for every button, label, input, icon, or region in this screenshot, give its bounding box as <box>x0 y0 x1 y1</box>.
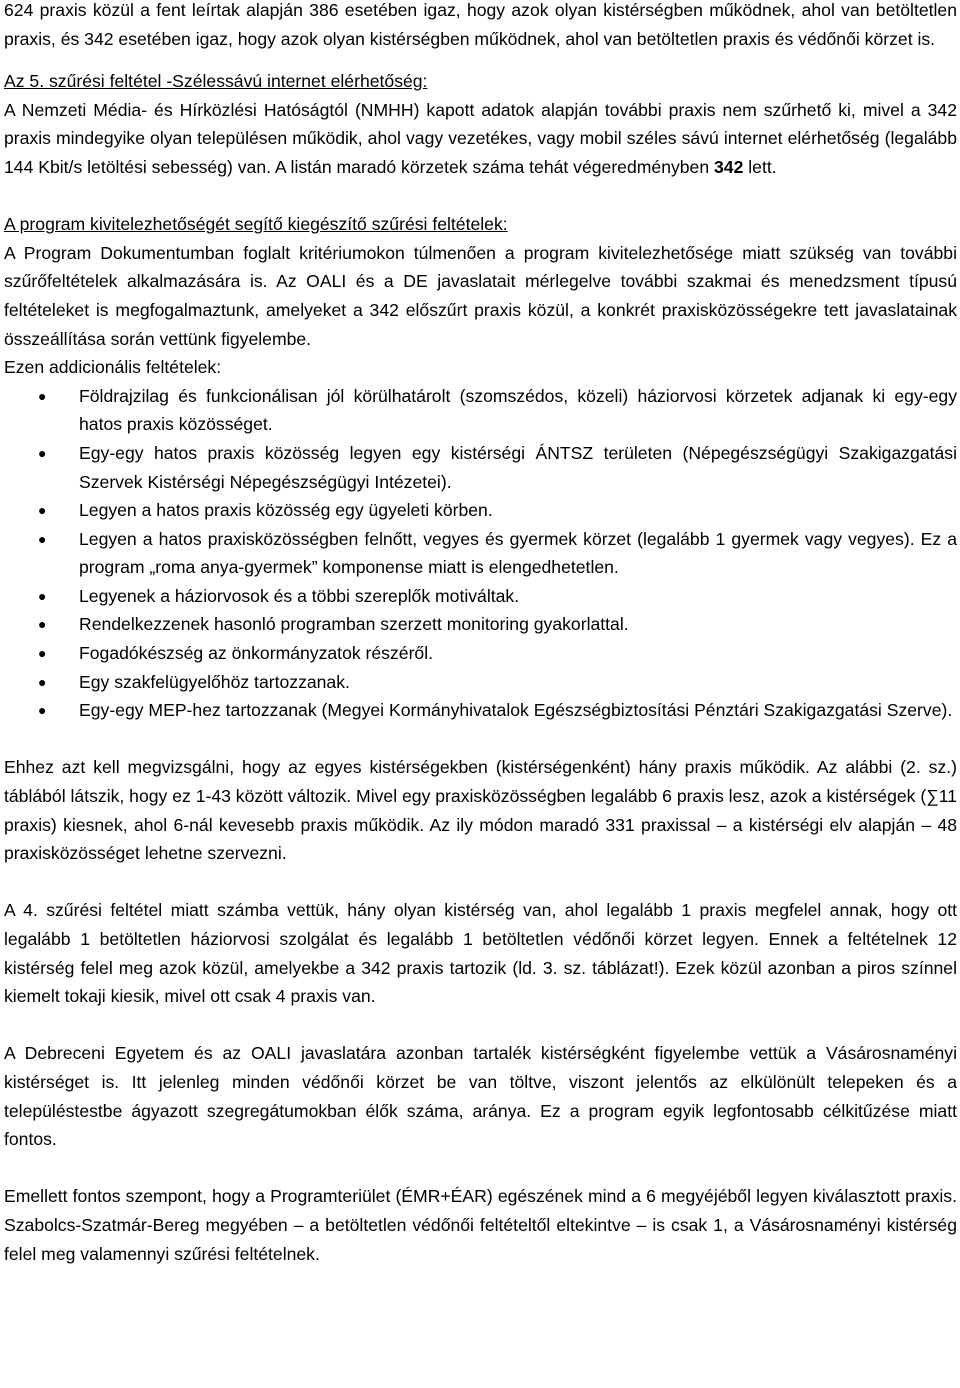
section-5-heading-text: Az 5. szűrési feltétel -Szélessávú internet elérhetőség: <box>4 71 428 92</box>
paragraph-filter-4: A 4. szűrési feltétel miatt számba vettük, hány olyan kistérség van, ahol legalább 1 praxis megfelel annak, hogy ott legalább 1 betöltetlen háziorvosi szolgálat és legalább 1 betöltetlen védőnői körzet legyen. Ennek a feltételnek 12 kistérség felel meg azok közül, amelyekbe a 342 praxis tartozik (ld. 3. sz. táblázat!). Ezek közül azonban a piros színnel kiemelt tokaji kiesik, mivel ott csak 4 praxis van. <box>4 900 957 1007</box>
list-item <box>4 696 957 725</box>
additional-criteria-list <box>4 382 957 725</box>
program-criteria-heading-text: A program kivitelezhetőségét segítő kiegészítő szűrési feltételek: <box>4 214 508 235</box>
bullet-icon: ● <box>38 444 47 461</box>
list-item <box>4 668 957 697</box>
document-page <box>4 0 957 1268</box>
paragraph-reserve-microregion: A Debreceni Egyetem és az OALI javaslatára azonban tartalék kistérségként figyelembe vettük a Vásárosnaményi kistérséget is. Itt jelenleg minden védőnői körzet be van töltve, viszont jelentős az elkülönült telepeken és a településtestbe ágyazott szegregátumokban élők száma, aránya. Ez a program egyik legfontosabb célkitűzése miatt fontos. <box>4 1043 957 1150</box>
section-5-heading <box>4 67 957 96</box>
additional-criteria-intro: Ezen addicionális feltételek: <box>4 357 222 378</box>
bullet-icon: ● <box>38 673 47 690</box>
bullet-icon: ● <box>38 702 47 719</box>
list-item-text: Fogadókészség az önkormányzatok részéről. <box>79 643 434 664</box>
list-item <box>4 582 957 611</box>
bullet-icon: ● <box>38 530 47 547</box>
list-item-text: Rendelkezzenek hasonló programban szerzett monitoring gyakorlattal. <box>79 614 629 635</box>
bullet-icon: ● <box>38 502 47 519</box>
list-item-text: Egy szakfelügyelőhöz tartozzanak. <box>79 671 350 692</box>
paragraph-intro: 624 praxis közül a fent leírtak alapján 386 esetében igaz, hogy azok olyan kistérségben működnek, ahol van betöltetlen praxis, és 342 esetében igaz, hogy azok olyan kistérségben működnek, ahol van betöltetlen praxis és védőnői körzet is. <box>4 0 957 49</box>
section-5-body-text-b: lett. <box>743 156 777 177</box>
list-item-text: Legyen a hatos praxis közösség egy ügyeleti körben. <box>79 500 493 521</box>
list-item <box>4 382 957 439</box>
bullet-icon: ● <box>38 387 47 404</box>
bullet-icon: ● <box>38 616 47 633</box>
section-5-body-text-a: A Nemzeti Média- és Hírközlési Hatóságtól (NMHH) kapott adatok alapján további praxis nem szűrhető ki, mivel a 342 praxis mindegyike olyan településen működik, ahol vagy vezetékes, vagy mobil széles sávú internet elérhetőség (legalább 144 Kbit/s letöltési sebesség) van. A listán maradó körzetek száma tehát végeredményben <box>4 99 957 177</box>
list-item-text: Legyen a hatos praxisközösségben felnőtt, vegyes és gyermek körzet (legalább 1 gyermek vagy vegyes). Ez a program „roma anya-gyermek” komponense miatt is elengedhetetlen. <box>79 528 957 578</box>
bullet-icon: ● <box>38 587 47 604</box>
bullet-icon: ● <box>38 645 47 662</box>
list-item <box>4 610 957 639</box>
list-item <box>4 639 957 668</box>
list-item <box>4 439 957 496</box>
section-5-final-count: 342 <box>714 156 744 177</box>
list-item-text: Földrajzilag és funkcionálisan jól körülhatárolt (szomszédos, közeli) háziorvosi körzetek adjanak ki egy-egy hatos praxis közösséget. <box>79 385 957 435</box>
paragraph-microregion-count: Ehhez azt kell megvizsgálni, hogy az egyes kistérségekben (kistérségenként) hány praxis működik. Az alábbi (2. sz.) táblából látszik, hogy ez 1-43 között változik. Mivel egy praxisközösségben legalább 6 praxis lesz, azok a kistérségek (∑11 praxis) kiesnek, ahol 6-nál kevesebb praxis működik. Az ily módon maradó 331 praxissal – a kistérségi elv alapján – 48 praxisközösséget lehetne szervezni. <box>4 757 957 864</box>
program-criteria-heading <box>4 210 957 239</box>
list-item <box>4 525 957 582</box>
list-item-text: Legyenek a háziorvosok és a többi szereplők motiváltak. <box>79 585 520 606</box>
list-item <box>4 496 957 525</box>
paragraph-county-coverage: Emellett fontos szempont, hogy a Programteriület (ÉMR+ÉAR) egészének mind a 6 megyéjéből legyen kiválasztott praxis. Szabolcs-Szatmár-Bereg megyében – a betöltetlen védőnői feltételtől eltekintve – is csak 1, a Vásárosnaményi kistérség felel meg valamennyi szűrési feltételnek. <box>4 1186 957 1264</box>
list-item-text: Egy-egy MEP-hez tartozzanak (Megyei Kormányhivatalok Egészségbiztosítási Pénztári Szakigazgatási Szerve). <box>79 700 953 721</box>
section-5-body <box>4 96 957 182</box>
list-item-text: Egy-egy hatos praxis közösség legyen egy kistérségi ÁNTSZ területen (Népegészségügyi Szakigazgatási Szervek Kistérségi Népegészségügyi Intézetei). <box>79 442 957 492</box>
program-criteria-body: A Program Dokumentumban foglalt kritériumokon túlmenően a program kivitelezhetősége miatt szükség van további szűrőfeltételek alkalmazására is. Az OALI és a DE javaslatait mérlegelve további szakmai és menedzsment típusú feltételeket is megfogalmaztunk, amelyeket a 342 előszűrt praxis közül, a konkrét praxisközösségekre tett javaslatainak összeállítása során vettünk figyelembe. <box>4 242 957 349</box>
